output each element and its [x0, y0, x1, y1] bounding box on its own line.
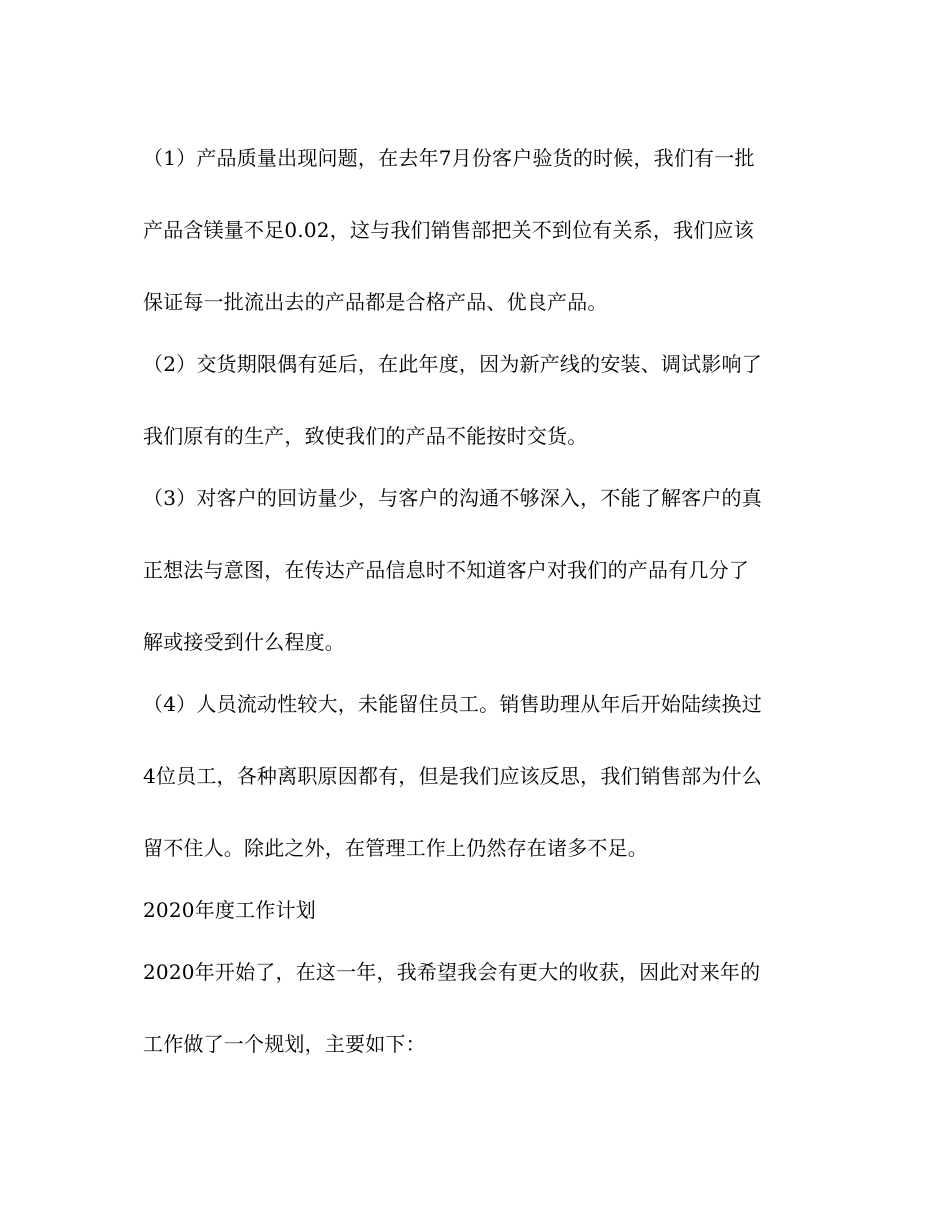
- paragraph-2-line-1: （2）交货期限偶有延后，在此年度，因为新产线的安装、调试影响了: [143, 352, 762, 376]
- paragraph-1-line-2: 产品含镁量不足0.02，这与我们销售部把关不到位有关系，我们应该: [143, 218, 754, 242]
- section-heading: 2020年度工作计划: [143, 898, 316, 922]
- paragraph-1-line-1: （1）产品质量出现问题，在去年7月份客户验货的时候，我们有一批: [143, 146, 755, 170]
- paragraph-4-line-2: 4位员工，各种离职原因都有，但是我们应该反思，我们销售部为什么: [143, 764, 762, 788]
- paragraph-3-line-3: 解或接受到什么程度。: [143, 630, 345, 654]
- paragraph-4-line-3: 留不住人。除此之外，在管理工作上仍然存在诸多不足。: [143, 836, 648, 860]
- paragraph-2-line-2: 我们原有的生产，致使我们的产品不能按时交货。: [143, 424, 588, 448]
- paragraph-3-line-2: 正想法与意图，在传达产品信息时不知道客户对我们的产品有几分了: [143, 558, 749, 582]
- paragraph-3-line-1: （3）对客户的回访量少，与客户的沟通不够深入，不能了解客户的真: [143, 486, 762, 510]
- paragraph-5-line-1: 2020年开始了，在这一年，我希望我会有更大的收获，因此对来年的: [143, 960, 761, 984]
- paragraph-4-line-1: （4）人员流动性较大，未能留住员工。销售助理从年后开始陆续换过: [143, 692, 762, 716]
- paragraph-1-line-3: 保证每一批流出去的产品都是合格产品、优良产品。: [143, 290, 608, 314]
- paragraph-5-line-2: 工作做了一个规划，主要如下：: [143, 1032, 426, 1056]
